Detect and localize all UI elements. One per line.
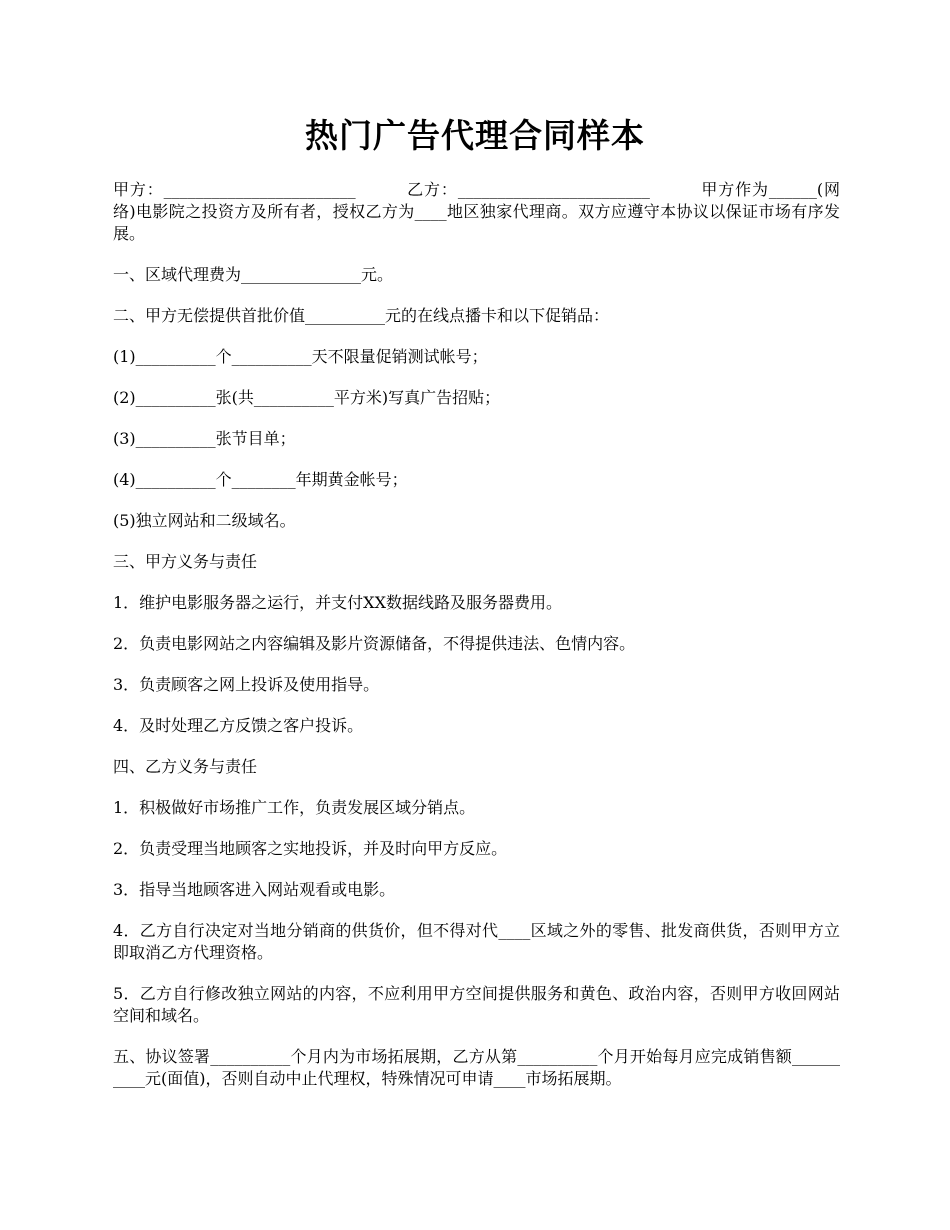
section-heading-party-b-duties: 四、乙方义务与责任 [113,757,258,776]
document-body [113,179,840,1109]
party-b-duty-5: 5．乙方自行修改独立网站的内容，不应利用甲方空间提供服务和黄色、政治内容，否则甲方收回网站空间和域名。 [113,984,840,1025]
party-intro-paragraph: 甲方：________________________ 乙方：________________________ 甲方作为______(网络)电影院之投资方及所有者，授权乙方为____地区独家代理商。双方应遵守本协议以保证市场有序发展。 [113,180,840,243]
party-a-duty-2: 2．负责电影网站之内容编辑及影片资源储备，不得提供违法、色情内容。 [113,634,636,653]
party-a-duty-4: 4．及时处理乙方反馈之客户投诉。 [113,716,364,735]
provision-item-5: (5)独立网站和二级域名。 [113,511,296,530]
provision-item-3: (3)__________张节目单； [113,429,296,448]
party-a-duty-3: 3．负责顾客之网上投诉及使用指导。 [113,675,380,694]
section-heading-party-a-duties: 三、甲方义务与责任 [113,552,258,571]
agreement-signing-clause: 五、协议签署__________个月内为市场拓展期，乙方从第__________个月开始每月应完成销售额__________元(面值)，否则自动中止代理权，特殊情况可申请____市场拓展期。 [113,1047,840,1088]
provision-item-2: (2)__________张(共__________平方米)写真广告招贴； [113,388,501,407]
free-provision-clause: 二、甲方无偿提供首批价值__________元的在线点播卡和以下促销品： [113,306,610,325]
provision-item-4: (4)__________个________年期黄金帐号； [113,470,408,489]
regional-fee-clause: 一、区域代理费为_______________元。 [113,265,394,284]
party-b-duty-3: 3．指导当地顾客进入网站观看或电影。 [113,880,396,899]
document-title: 热门广告代理合同样本 [305,116,645,155]
party-a-duty-1: 1．维护电影服务器之运行，并支付XX数据线路及服务器费用。 [113,593,562,612]
party-b-duty-2: 2．负责受理当地顾客之实地投诉，并及时向甲方反应。 [113,839,508,858]
party-b-duty-1: 1．积极做好市场推广工作，负责发展区域分销点。 [113,798,476,817]
provision-item-1: (1)__________个__________天不限量促销测试帐号； [113,347,488,366]
party-b-duty-4: 4．乙方自行决定对当地分销商的供货价，但不得对代____区域之外的零售、批发商供货，否则甲方立即取消乙方代理资格。 [113,921,840,962]
